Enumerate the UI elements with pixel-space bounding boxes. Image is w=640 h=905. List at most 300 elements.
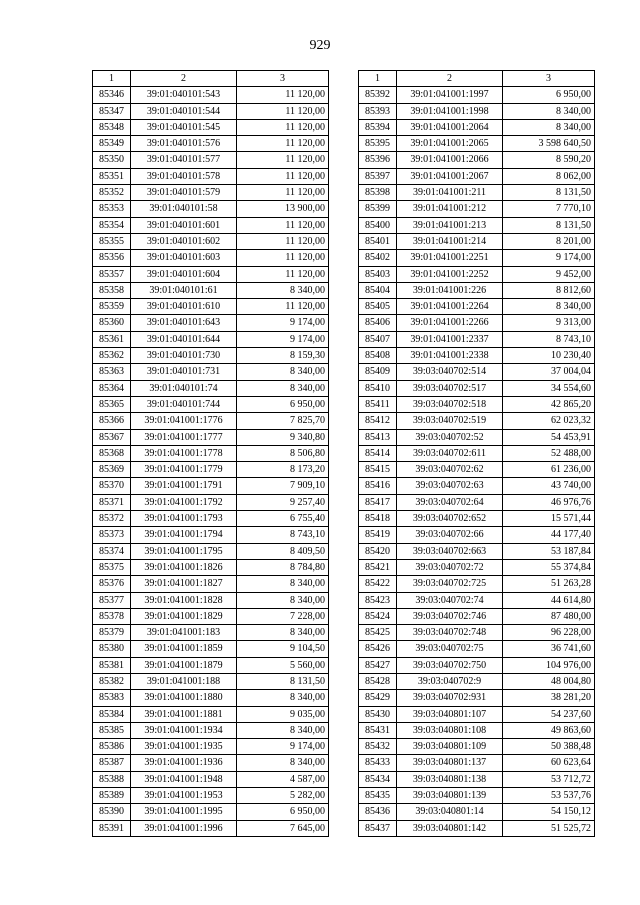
cadastral-number-cell: 39:01:041001:1998 [397, 103, 503, 119]
row-number-cell: 85395 [359, 136, 397, 152]
table-row [359, 706, 595, 722]
table-row [93, 722, 329, 738]
row-number-cell: 85361 [93, 331, 131, 347]
row-number-cell: 85436 [359, 804, 397, 820]
cadastral-number-cell: 39:03:040702:663 [397, 543, 503, 559]
table-row [93, 266, 329, 282]
cadastral-number-cell: 39:03:040702:75 [397, 641, 503, 657]
value-cell: 9 174,00 [237, 315, 329, 331]
table-row [93, 331, 329, 347]
value-cell: 7 770,10 [503, 201, 595, 217]
cadastral-number-cell: 39:01:041001:1948 [131, 771, 237, 787]
value-cell: 51 263,28 [503, 576, 595, 592]
table-row [93, 103, 329, 119]
value-cell: 7 645,00 [237, 820, 329, 836]
table-row [93, 299, 329, 315]
row-number-cell: 85421 [359, 559, 397, 575]
table-row [93, 625, 329, 641]
row-number-cell: 85419 [359, 527, 397, 543]
value-cell: 8 131,50 [503, 185, 595, 201]
cadastral-number-cell: 39:01:041001:1794 [131, 527, 237, 543]
row-number-cell: 85414 [359, 445, 397, 461]
cadastral-number-cell: 39:01:040101:602 [131, 233, 237, 249]
table-row [359, 673, 595, 689]
row-number-cell: 85383 [93, 690, 131, 706]
row-number-cell: 85407 [359, 331, 397, 347]
value-cell: 8 062,00 [503, 168, 595, 184]
value-cell: 10 230,40 [503, 348, 595, 364]
row-number-cell: 85379 [93, 625, 131, 641]
cadastral-number-cell: 39:01:041001:2067 [397, 168, 503, 184]
table-row [359, 315, 595, 331]
table-row [93, 462, 329, 478]
table-row [93, 657, 329, 673]
value-cell: 3 598 640,50 [503, 136, 595, 152]
table-row [93, 804, 329, 820]
row-number-cell: 85437 [359, 820, 397, 836]
row-number-cell: 85427 [359, 657, 397, 673]
row-number-cell: 85369 [93, 462, 131, 478]
cadastral-number-cell: 39:01:041001:1995 [131, 804, 237, 820]
value-cell: 8 340,00 [237, 364, 329, 380]
row-number-cell: 85350 [93, 152, 131, 168]
value-cell: 36 741,60 [503, 641, 595, 657]
row-number-cell: 85409 [359, 364, 397, 380]
cadastral-number-cell: 39:01:040101:601 [131, 217, 237, 233]
row-number-cell: 85396 [359, 152, 397, 168]
row-number-cell: 85385 [93, 722, 131, 738]
value-cell: 37 004,04 [503, 364, 595, 380]
row-number-cell: 85393 [359, 103, 397, 119]
data-table-left [92, 70, 329, 837]
cadastral-number-cell: 39:03:040801:108 [397, 722, 503, 738]
value-cell: 60 623,64 [503, 755, 595, 771]
value-cell: 11 120,00 [237, 217, 329, 233]
table-row [359, 462, 595, 478]
row-number-cell: 85356 [93, 250, 131, 266]
row-number-cell: 85429 [359, 690, 397, 706]
value-cell: 46 976,76 [503, 494, 595, 510]
row-number-cell: 85374 [93, 543, 131, 559]
cadastral-number-cell: 39:01:040101:643 [131, 315, 237, 331]
cadastral-number-cell: 39:01:041001:2251 [397, 250, 503, 266]
cadastral-number-cell: 39:01:041001:2266 [397, 315, 503, 331]
row-number-cell: 85420 [359, 543, 397, 559]
value-cell: 38 281,20 [503, 690, 595, 706]
cadastral-number-cell: 39:01:041001:2066 [397, 152, 503, 168]
row-number-cell: 85376 [93, 576, 131, 592]
row-number-cell: 85371 [93, 494, 131, 510]
value-cell: 13 900,00 [237, 201, 329, 217]
table-row [93, 364, 329, 380]
row-number-cell: 85424 [359, 608, 397, 624]
cadastral-number-cell: 39:01:040101:731 [131, 364, 237, 380]
row-number-cell: 85380 [93, 641, 131, 657]
table-row [93, 429, 329, 445]
cadastral-number-cell: 39:03:040702:74 [397, 592, 503, 608]
value-cell: 4 587,00 [237, 771, 329, 787]
table-row [359, 788, 595, 804]
row-number-cell: 85410 [359, 380, 397, 396]
row-number-cell: 85381 [93, 657, 131, 673]
row-number-cell: 85398 [359, 185, 397, 201]
row-number-cell: 85372 [93, 511, 131, 527]
table-row [93, 380, 329, 396]
row-number-cell: 85370 [93, 478, 131, 494]
value-cell: 8 812,60 [503, 282, 595, 298]
cadastral-number-cell: 39:01:040101:544 [131, 103, 237, 119]
cadastral-number-cell: 39:01:041001:214 [397, 233, 503, 249]
row-number-cell: 85432 [359, 739, 397, 755]
row-number-cell: 85355 [93, 233, 131, 249]
table-row [93, 282, 329, 298]
row-number-cell: 85351 [93, 168, 131, 184]
cadastral-number-cell: 39:01:040101:730 [131, 348, 237, 364]
cadastral-number-cell: 39:01:041001:1996 [131, 820, 237, 836]
value-cell: 55 374,84 [503, 559, 595, 575]
row-number-cell: 85386 [93, 739, 131, 755]
row-number-cell: 85399 [359, 201, 397, 217]
value-cell: 54 237,60 [503, 706, 595, 722]
cadastral-number-cell: 39:01:041001:2252 [397, 266, 503, 282]
row-number-cell: 85411 [359, 396, 397, 412]
cadastral-number-cell: 39:01:040101:644 [131, 331, 237, 347]
value-cell: 11 120,00 [237, 103, 329, 119]
row-number-cell: 85425 [359, 625, 397, 641]
cadastral-number-cell: 39:01:040101:603 [131, 250, 237, 266]
value-cell: 9 340,80 [237, 429, 329, 445]
cadastral-number-cell: 39:01:041001:1879 [131, 657, 237, 673]
table-row [359, 804, 595, 820]
value-cell: 8 743,10 [503, 331, 595, 347]
value-cell: 5 560,00 [237, 657, 329, 673]
cadastral-number-cell: 39:01:041001:226 [397, 282, 503, 298]
value-cell: 6 950,00 [237, 396, 329, 412]
table-row [359, 250, 595, 266]
cadastral-number-cell: 39:03:040702:931 [397, 690, 503, 706]
table-row [93, 315, 329, 331]
value-cell: 8 590,20 [503, 152, 595, 168]
table-row [93, 739, 329, 755]
cadastral-number-cell: 39:01:041001:1778 [131, 445, 237, 461]
table-row [93, 217, 329, 233]
row-number-cell: 85358 [93, 282, 131, 298]
cadastral-number-cell: 39:01:041001:2264 [397, 299, 503, 315]
table-row [93, 119, 329, 135]
table-row [359, 608, 595, 624]
value-cell: 52 488,00 [503, 445, 595, 461]
row-number-cell: 85366 [93, 413, 131, 429]
row-number-cell: 85433 [359, 755, 397, 771]
table-row [359, 722, 595, 738]
cadastral-number-cell: 39:03:040702:9 [397, 673, 503, 689]
row-number-cell: 85401 [359, 233, 397, 249]
value-cell: 8 131,50 [503, 217, 595, 233]
table-row [359, 445, 595, 461]
table-row [93, 543, 329, 559]
table-row [93, 511, 329, 527]
table-row [93, 559, 329, 575]
value-cell: 8 340,00 [237, 625, 329, 641]
cadastral-number-cell: 39:01:040101:604 [131, 266, 237, 282]
row-number-cell: 85353 [93, 201, 131, 217]
row-number-cell: 85394 [359, 119, 397, 135]
cadastral-number-cell: 39:03:040702:64 [397, 494, 503, 510]
cadastral-number-cell: 39:01:040101:744 [131, 396, 237, 412]
cadastral-number-cell: 39:03:040702:519 [397, 413, 503, 429]
cadastral-number-cell: 39:01:041001:1859 [131, 641, 237, 657]
table-row [93, 690, 329, 706]
row-number-cell: 85363 [93, 364, 131, 380]
row-number-cell: 85378 [93, 608, 131, 624]
row-number-cell: 85413 [359, 429, 397, 445]
value-cell: 11 120,00 [237, 152, 329, 168]
table-row [93, 185, 329, 201]
row-number-cell: 85392 [359, 87, 397, 103]
row-number-cell: 85434 [359, 771, 397, 787]
cadastral-number-cell: 39:01:041001:1827 [131, 576, 237, 592]
row-number-cell: 85418 [359, 511, 397, 527]
table-row [93, 445, 329, 461]
table-row [93, 788, 329, 804]
table-row [359, 119, 595, 135]
table-row [359, 331, 595, 347]
row-number-cell: 85403 [359, 266, 397, 282]
value-cell: 8 743,10 [237, 527, 329, 543]
table-row [359, 771, 595, 787]
value-cell: 53 187,84 [503, 543, 595, 559]
value-cell: 51 525,72 [503, 820, 595, 836]
table-row [359, 152, 595, 168]
value-cell: 8 340,00 [237, 592, 329, 608]
row-number-cell: 85348 [93, 119, 131, 135]
value-cell: 62 023,32 [503, 413, 595, 429]
value-cell: 8 340,00 [503, 299, 595, 315]
cadastral-number-cell: 39:01:041001:1826 [131, 559, 237, 575]
cadastral-number-cell: 39:01:041001:1881 [131, 706, 237, 722]
table-row [359, 576, 595, 592]
row-number-cell: 85368 [93, 445, 131, 461]
cadastral-number-cell: 39:03:040801:142 [397, 820, 503, 836]
table-row [93, 152, 329, 168]
row-number-cell: 85375 [93, 559, 131, 575]
cadastral-number-cell: 39:01:041001:1791 [131, 478, 237, 494]
table-row [93, 233, 329, 249]
cadastral-number-cell: 39:01:041001:1777 [131, 429, 237, 445]
table-row [93, 136, 329, 152]
cadastral-number-cell: 39:03:040702:52 [397, 429, 503, 445]
table-row [93, 673, 329, 689]
column-header-2: 2 [397, 71, 503, 87]
table-row [359, 201, 595, 217]
cadastral-number-cell: 39:01:040101:579 [131, 185, 237, 201]
row-number-cell: 85405 [359, 299, 397, 315]
row-number-cell: 85346 [93, 87, 131, 103]
table-row [93, 396, 329, 412]
value-cell: 11 120,00 [237, 266, 329, 282]
cadastral-number-cell: 39:01:041001:1880 [131, 690, 237, 706]
page-number: 929 [309, 38, 331, 53]
value-cell: 9 035,00 [237, 706, 329, 722]
cadastral-number-cell: 39:01:041001:2065 [397, 136, 503, 152]
cadastral-number-cell: 39:01:040101:74 [131, 380, 237, 396]
value-cell: 53 712,72 [503, 771, 595, 787]
table-row [359, 625, 595, 641]
row-number-cell: 85417 [359, 494, 397, 510]
cadastral-number-cell: 39:01:041001:1776 [131, 413, 237, 429]
table-row [93, 87, 329, 103]
row-number-cell: 85391 [93, 820, 131, 836]
value-cell: 48 004,80 [503, 673, 595, 689]
cadastral-number-cell: 39:03:040702:518 [397, 396, 503, 412]
cadastral-number-cell: 39:01:040101:61 [131, 282, 237, 298]
cadastral-number-cell: 39:01:040101:58 [131, 201, 237, 217]
value-cell: 9 257,40 [237, 494, 329, 510]
value-cell: 8 340,00 [237, 755, 329, 771]
row-number-cell: 85423 [359, 592, 397, 608]
row-number-cell: 85365 [93, 396, 131, 412]
table-row [359, 364, 595, 380]
cadastral-number-cell: 39:01:041001:2064 [397, 119, 503, 135]
row-number-cell: 85416 [359, 478, 397, 494]
row-number-cell: 85364 [93, 380, 131, 396]
cadastral-number-cell: 39:01:041001:1792 [131, 494, 237, 510]
table-row [359, 478, 595, 494]
row-number-cell: 85389 [93, 788, 131, 804]
cadastral-number-cell: 39:01:041001:188 [131, 673, 237, 689]
cadastral-number-cell: 39:03:040702:63 [397, 478, 503, 494]
row-number-cell: 85415 [359, 462, 397, 478]
cadastral-number-cell: 39:01:041001:1793 [131, 511, 237, 527]
table-row [359, 282, 595, 298]
row-number-cell: 85400 [359, 217, 397, 233]
row-number-cell: 85387 [93, 755, 131, 771]
value-cell: 8 159,30 [237, 348, 329, 364]
value-cell: 8 340,00 [237, 282, 329, 298]
table-row [359, 559, 595, 575]
table-row [359, 217, 595, 233]
cadastral-number-cell: 39:01:041001:183 [131, 625, 237, 641]
table-row [93, 201, 329, 217]
cadastral-number-cell: 39:01:041001:1953 [131, 788, 237, 804]
value-cell: 54 150,12 [503, 804, 595, 820]
table-row [93, 413, 329, 429]
value-cell: 11 120,00 [237, 136, 329, 152]
table-row [359, 266, 595, 282]
table-row [359, 348, 595, 364]
row-number-cell: 85408 [359, 348, 397, 364]
cadastral-number-cell: 39:03:040702:746 [397, 608, 503, 624]
value-cell: 8 340,00 [237, 576, 329, 592]
column-header-1: 1 [359, 71, 397, 87]
table-row [359, 233, 595, 249]
cadastral-number-cell: 39:03:040801:138 [397, 771, 503, 787]
value-cell: 11 120,00 [237, 168, 329, 184]
cadastral-number-cell: 39:03:040702:611 [397, 445, 503, 461]
value-cell: 7 825,70 [237, 413, 329, 429]
row-number-cell: 85357 [93, 266, 131, 282]
value-cell: 11 120,00 [237, 87, 329, 103]
cadastral-number-cell: 39:01:040101:577 [131, 152, 237, 168]
value-cell: 9 174,00 [503, 250, 595, 266]
value-cell: 9 174,00 [237, 739, 329, 755]
table-row [359, 168, 595, 184]
cadastral-number-cell: 39:03:040702:517 [397, 380, 503, 396]
value-cell: 104 976,00 [503, 657, 595, 673]
row-number-cell: 85402 [359, 250, 397, 266]
cadastral-number-cell: 39:03:040801:14 [397, 804, 503, 820]
value-cell: 43 740,00 [503, 478, 595, 494]
cadastral-number-cell: 39:03:040702:72 [397, 559, 503, 575]
cadastral-number-cell: 39:03:040702:750 [397, 657, 503, 673]
cadastral-number-cell: 39:01:040101:543 [131, 87, 237, 103]
data-table-right [358, 70, 595, 837]
value-cell: 44 177,40 [503, 527, 595, 543]
value-cell: 8 340,00 [503, 119, 595, 135]
table-header-row [359, 71, 595, 87]
row-number-cell: 85367 [93, 429, 131, 445]
table-row [359, 641, 595, 657]
value-cell: 7 909,10 [237, 478, 329, 494]
value-cell: 8 173,20 [237, 462, 329, 478]
value-cell: 11 120,00 [237, 119, 329, 135]
table-row [93, 771, 329, 787]
table-row [93, 820, 329, 836]
value-cell: 8 340,00 [503, 103, 595, 119]
cadastral-number-cell: 39:01:041001:213 [397, 217, 503, 233]
table-row [359, 494, 595, 510]
table-row [359, 657, 595, 673]
row-number-cell: 85428 [359, 673, 397, 689]
table-row [93, 608, 329, 624]
cadastral-number-cell: 39:01:041001:1779 [131, 462, 237, 478]
table-row [359, 511, 595, 527]
cadastral-number-cell: 39:03:040702:725 [397, 576, 503, 592]
row-number-cell: 85354 [93, 217, 131, 233]
cadastral-number-cell: 39:03:040702:62 [397, 462, 503, 478]
cadastral-number-cell: 39:01:041001:212 [397, 201, 503, 217]
value-cell: 53 537,76 [503, 788, 595, 804]
table-row [359, 820, 595, 836]
table-row [359, 380, 595, 396]
row-number-cell: 85382 [93, 673, 131, 689]
row-number-cell: 85426 [359, 641, 397, 657]
row-number-cell: 85397 [359, 168, 397, 184]
cadastral-number-cell: 39:03:040702:652 [397, 511, 503, 527]
value-cell: 8 340,00 [237, 690, 329, 706]
value-cell: 8 201,00 [503, 233, 595, 249]
table-row [359, 396, 595, 412]
row-number-cell: 85349 [93, 136, 131, 152]
row-number-cell: 85435 [359, 788, 397, 804]
table-row [93, 478, 329, 494]
table-row [359, 543, 595, 559]
table-row [93, 250, 329, 266]
table-row [93, 592, 329, 608]
table-row [359, 739, 595, 755]
cadastral-number-cell: 39:03:040801:107 [397, 706, 503, 722]
row-number-cell: 85362 [93, 348, 131, 364]
table-row [359, 299, 595, 315]
table-row [359, 527, 595, 543]
value-cell: 11 120,00 [237, 250, 329, 266]
row-number-cell: 85412 [359, 413, 397, 429]
value-cell: 8 409,50 [237, 543, 329, 559]
table-row [93, 494, 329, 510]
row-number-cell: 85360 [93, 315, 131, 331]
row-number-cell: 85373 [93, 527, 131, 543]
table-row [93, 641, 329, 657]
